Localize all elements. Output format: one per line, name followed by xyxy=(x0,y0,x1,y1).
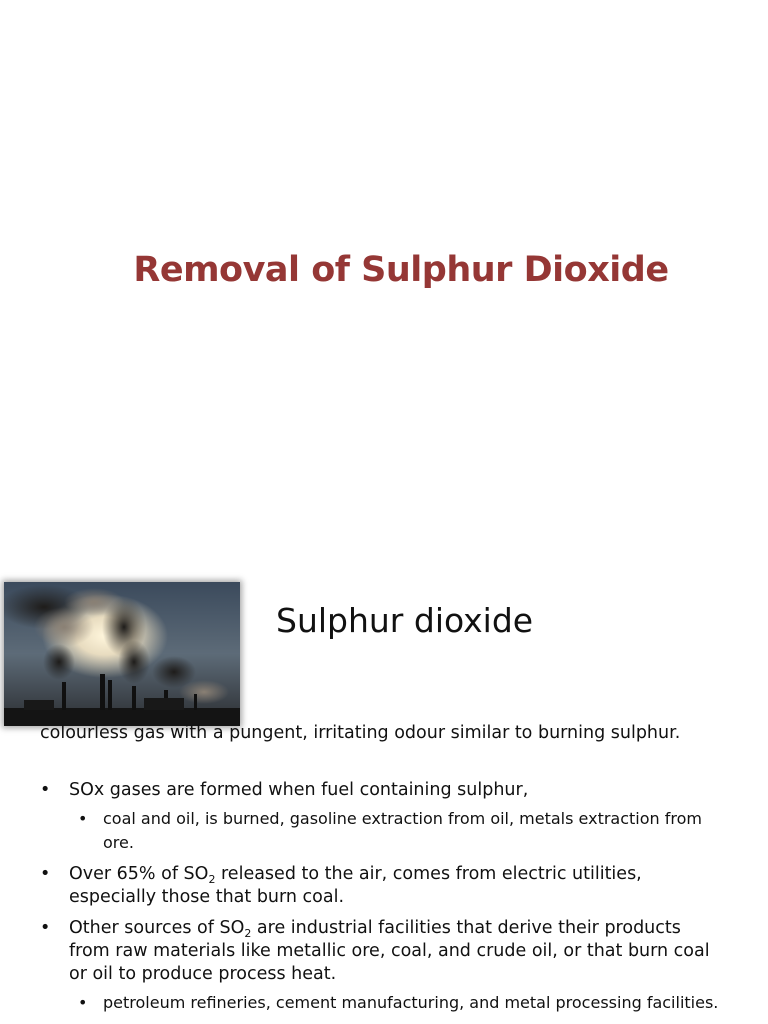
bullet-text-start: Over 65% of SO xyxy=(69,864,209,884)
content-slide xyxy=(0,576,768,1024)
slide-body xyxy=(40,722,720,1023)
intro-text: colourless gas with a pungent, irritating odour similar to burning sulphur. xyxy=(40,723,681,743)
bullet-dot: • xyxy=(40,918,51,938)
bullet-text-end: are industrial facilities that derive their products from raw materials like metallic ore, coal, and crude oil, or that burn coal or oil to produce process heat. xyxy=(69,918,710,984)
sub-bullet-text: coal and oil, is burned, gasoline extraction from oil, metals extraction from ore. xyxy=(103,809,702,852)
presentation-title: Removal of Sulphur Dioxide xyxy=(133,250,669,290)
bullet-text xyxy=(69,864,642,907)
bullet-text xyxy=(69,918,710,984)
bullet-dot: • xyxy=(40,780,51,800)
sub-bullet-item xyxy=(40,807,720,855)
bullet-text: SOx gases are formed when fuel containing sulphur, xyxy=(69,780,529,800)
sub-bullet-text: petroleum refineries, cement manufacturing, and metal processing facilities. xyxy=(103,993,719,1012)
subscript: 2 xyxy=(208,873,216,886)
bullet-item xyxy=(40,863,720,909)
subscript: 2 xyxy=(244,927,252,940)
slide-heading: Sulphur dioxide xyxy=(276,601,534,640)
bullet-item xyxy=(40,917,720,986)
bullet-dot: • xyxy=(78,809,88,828)
bullet-item xyxy=(40,779,720,802)
bullet-dot: • xyxy=(40,864,51,884)
bullet-text-end: released to the air, comes from electric utilities, especially those that burn coal. xyxy=(69,864,642,907)
smokestacks-photo xyxy=(4,582,240,726)
sub-bullet-item xyxy=(40,991,720,1015)
bullet-text-start: Other sources of SO xyxy=(69,918,245,938)
bullet-dot: • xyxy=(78,993,88,1012)
